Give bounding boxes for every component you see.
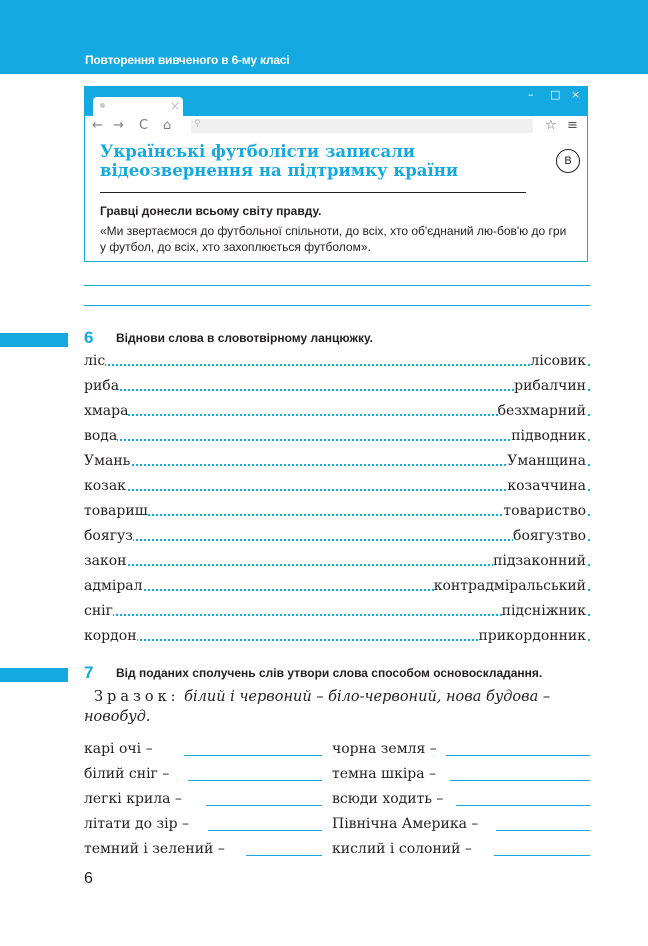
chain-start: товариш (84, 503, 148, 519)
writing-line (84, 305, 590, 306)
sample-label: Зразок: (94, 689, 180, 705)
page-number: 6 (84, 870, 93, 887)
compound-phrase: чорна земля – (332, 741, 437, 757)
chain-row (84, 502, 590, 522)
chain-end: товариство (503, 503, 586, 519)
fill-dots[interactable] (84, 364, 590, 366)
chain-row (84, 402, 590, 422)
maximize-icon[interactable]: □ (550, 88, 561, 101)
header-title: Повторення вивченого в 6-му класі (85, 53, 290, 67)
compound-item (84, 765, 324, 783)
chain-end: прикордонник (478, 628, 586, 644)
compound-phrase: літати до зір – (84, 816, 190, 832)
sample-text: білий і червоний – біло-червоний, нова будова – новобуд. (84, 689, 551, 725)
browser-title-bar (85, 87, 587, 116)
forward-arrow-icon[interactable]: → (113, 118, 124, 133)
chain-end: безхмарний (497, 403, 586, 419)
chain-row (84, 627, 590, 647)
sample (84, 687, 590, 727)
compound-phrase: темна шкіра – (332, 766, 437, 782)
chain-start: козак (84, 478, 126, 494)
article-divider (100, 192, 526, 193)
chain-end: контрадміральський (433, 578, 586, 594)
search-icon: ⚲ (194, 119, 201, 129)
compound-item (332, 765, 590, 783)
answer-line[interactable] (494, 855, 590, 856)
compound-item (332, 740, 590, 758)
compound-phrase: темний і зелений – (84, 841, 225, 857)
chain-end: підсніжник (501, 603, 586, 619)
answer-line[interactable] (446, 755, 590, 756)
chain-end: Уманщина (507, 453, 586, 469)
chain-start: хмара (84, 403, 129, 419)
chain-start: сніг (84, 603, 113, 619)
exercise-6-number: 6 (84, 328, 94, 347)
chain-end: підводник (511, 428, 586, 444)
chain-row (84, 427, 590, 447)
answer-line[interactable] (208, 830, 322, 831)
compound-item (332, 815, 590, 833)
chain-row (84, 477, 590, 497)
chain-start: боягуз (84, 528, 133, 544)
article-title: Українські футболісти записали відеозвернення на підтримку країни (100, 142, 459, 180)
compound-item (332, 840, 590, 858)
chain-start: ліс (84, 353, 106, 369)
exercise-6-instruction: Віднови слова в словотвірному ланцюжку. (116, 331, 373, 345)
compound-phrase: кислий і солоний – (332, 841, 472, 857)
answer-line[interactable] (246, 855, 322, 856)
chain-start: кордон (84, 628, 137, 644)
compound-phrase: білий сніг – (84, 766, 170, 782)
chain-start: адмірал (84, 578, 143, 594)
menu-icon[interactable]: ≡ (567, 118, 578, 133)
chain-row (84, 577, 590, 597)
compound-phrase: легкі крила – (84, 791, 182, 807)
tab-favicon-icon (100, 103, 105, 108)
browser-toolbar (85, 116, 587, 138)
article-badge: В (556, 149, 580, 173)
star-icon[interactable]: ☆ (545, 118, 557, 133)
writing-line (84, 285, 590, 286)
chain-row (84, 377, 590, 397)
back-arrow-icon[interactable]: ← (92, 118, 103, 133)
compound-item (84, 840, 324, 858)
chain-row (84, 452, 590, 472)
address-bar[interactable] (191, 119, 533, 133)
article-lead: Гравці донесли всьому світу правду. (100, 204, 322, 218)
answer-line[interactable] (456, 805, 590, 806)
browser-window (84, 86, 588, 262)
chain-start: Умань (84, 453, 131, 469)
chain-end: рибалчин (514, 378, 586, 394)
chain-start: риба (84, 378, 120, 394)
exercise-marker (0, 333, 68, 347)
compound-phrase: всюди ходить – (332, 791, 444, 807)
chain-start: вода (84, 428, 118, 444)
compound-item (332, 790, 590, 808)
close-window-icon[interactable]: × (571, 88, 581, 101)
tab-close-icon[interactable]: × (170, 99, 181, 113)
answer-line[interactable] (206, 805, 322, 806)
header-band (0, 0, 648, 74)
exercise-7-instruction: Від поданих сполучень слів утвори слова способом основоскладання. (116, 666, 543, 680)
compound-phrase: карі очі – (84, 741, 153, 757)
chain-end: лісовик (530, 353, 586, 369)
compound-item (84, 740, 324, 758)
exercise-7-number: 7 (84, 663, 94, 682)
browser-tab[interactable] (93, 97, 183, 116)
chain-end: козаччина (507, 478, 586, 494)
compound-item (84, 790, 324, 808)
chain-end: боягузтво (513, 528, 586, 544)
answer-line[interactable] (188, 780, 322, 781)
chain-row (84, 552, 590, 572)
compound-phrase: Північна Америка – (332, 816, 479, 832)
reload-icon[interactable]: C (139, 118, 149, 133)
article-quote: «Ми звертаємося до футбольної спільноти, до всіх, хто об'єднаний лю-бов'ю до гри у футбол, до всіх, хто захоплюється футболом». (100, 224, 567, 254)
answer-line[interactable] (450, 780, 590, 781)
chain-row (84, 527, 590, 547)
compound-item (84, 815, 324, 833)
answer-line[interactable] (496, 830, 590, 831)
chain-row (84, 352, 590, 372)
minimize-icon[interactable]: – (528, 88, 534, 101)
chain-row (84, 602, 590, 622)
home-icon[interactable]: ⌂ (163, 118, 172, 133)
chain-start: закон (84, 553, 127, 569)
exercise-marker (0, 668, 68, 682)
answer-line[interactable] (184, 755, 322, 756)
chain-end: підзаконний (493, 553, 586, 569)
